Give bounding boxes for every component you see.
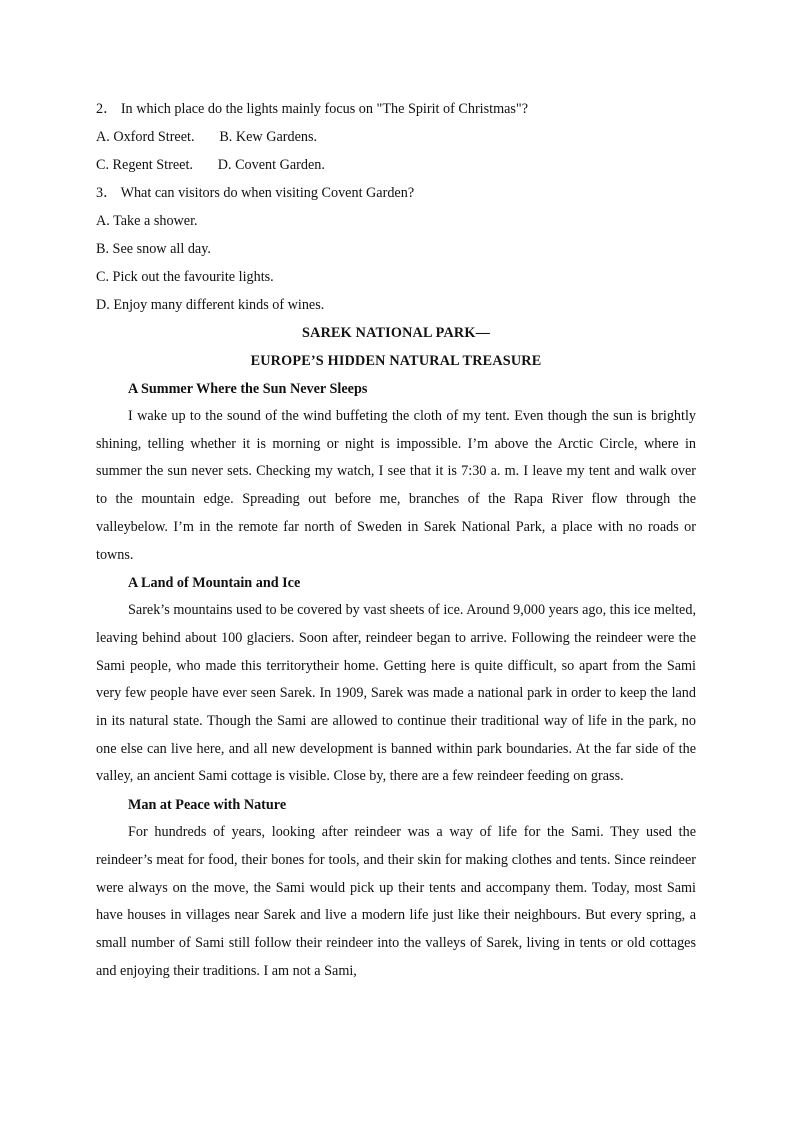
question-3-option-a: A. Take a shower.	[96, 213, 198, 229]
section-paragraph-summer: I wake up to the sound of the wind buffeting the cloth of my tent. Even though the sun is brightly shining, telling whether it is morning or night is impossible. I’m above the Arctic Circle, where in summer the sun never sets. Checking my watch, I see that it is 7:30 a. m. I leave my tent and walk over to the mountain edge. Spreading out before me, branches of the Rapa River flow through the valleybelow. I’m in the remote far north of Sweden in Sarek National Park, a place with no roads or towns.	[96, 408, 696, 563]
question-3-option-c: C. Pick out the favourite lights.	[96, 269, 274, 285]
question-2-options-ab: A. Oxford Street. B. Kew Gardens.	[96, 129, 318, 145]
section-heading-summer: A Summer Where the Sun Never Sleeps	[128, 381, 368, 397]
question-3-option-b: B. See snow all day.	[96, 241, 211, 257]
section-heading-mountain-ice: A Land of Mountain and Ice	[128, 575, 301, 592]
section-paragraph-peace-nature: For hundreds of years, looking after reindeer was a way of life for the Sami. They used the reindeer’s meat for food, their bones for tools, and their skin for making clothes and tents. Since reindeer were always on the move, the Sami would pick up their tents and accompany them. Today, most Sami have houses in villages near Sarek and live a modern life just like their neighbours. But every spring, a small number of Sami still follow their reindeer into the valleys of Sarek, living in tents or old cottages and enjoying their traditions. I am not a Sami,	[96, 824, 696, 979]
question-2-stem: 2． In which place do the lights mainly focus on "The Spirit of Christmas"?	[96, 101, 529, 117]
question-3-stem: 3． What can visitors do when visiting Covent Garden?	[96, 185, 415, 201]
question-3-option-d: D. Enjoy many different kinds of wines.	[96, 297, 325, 313]
section-heading-peace-nature: Man at Peace with Nature	[128, 797, 287, 814]
article-title-line-1: SAREK NATIONAL PARK—	[302, 325, 490, 341]
article-title-line-2: EUROPE’S HIDDEN NATURAL TREASURE	[250, 353, 542, 369]
document-page	[96, 95, 696, 985]
question-2-options-cd: C. Regent Street. D. Covent Garden.	[96, 157, 325, 173]
section-paragraph-mountain-ice: Sarek’s mountains used to be covered by vast sheets of ice. Around 9,000 years ago, this ice melted, leaving behind about 100 glaciers. Soon after, reindeer began to arrive. Following the reindeer were the Sami people, who made this territorytheir home. Getting here is quite difficult, so apart from the Sami very few people have ever seen Sarek. In 1909, Sarek was made a national park in order to keep the land in its natural state. Though the Sami are allowed to continue their traditional way of life in the park, no one else can live here, and all new development is banned within park boundaries. At the far side of the valley, an ancient Sami cottage is visible. Close by, there are a few reindeer feeding on grass.	[96, 602, 696, 785]
